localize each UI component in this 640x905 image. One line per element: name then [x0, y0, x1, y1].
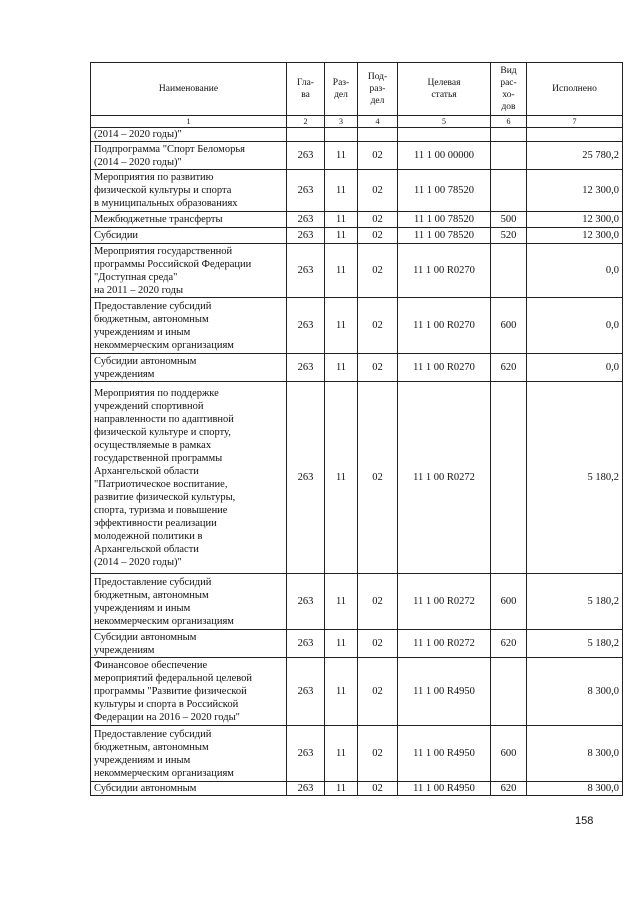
cell-amount: 5 180,2	[527, 630, 623, 658]
cell-vid: 620	[491, 354, 527, 382]
cell-statya: 11 1 00 78520	[398, 228, 491, 244]
cell-name: Субсидии автономным учреждениям	[91, 354, 287, 382]
cell-podrazdel: 02	[358, 382, 398, 574]
cell-name: Предоставление субсидий бюджетным, автономным учреждениям и иным некоммерческим организациям	[91, 726, 287, 782]
cell-vid: 620	[491, 782, 527, 796]
cell-glava: 263	[287, 354, 325, 382]
cell-glava: 263	[287, 726, 325, 782]
table-row	[91, 354, 623, 382]
cell-amount: 12 300,0	[527, 212, 623, 228]
cell-razdel: 11	[325, 726, 358, 782]
cell-name: Мероприятия государственной программы Российской Федерации "Доступная среда" на 2011 – 2020 годы	[91, 244, 287, 298]
column-number: 3	[325, 116, 358, 128]
cell-razdel: 11	[325, 382, 358, 574]
cell-glava: 263	[287, 782, 325, 796]
cell-razdel: 11	[325, 782, 358, 796]
header-row	[91, 63, 623, 116]
table-row	[91, 782, 623, 796]
table-row	[91, 658, 623, 726]
cell-name: Мероприятия по поддержке учреждений спортивной направленности по адаптивной физической культуре и спорту, осуществляемые в рамках государственной программы Архангельской области "Патриотическое воспитание, развитие физической культуры, спорта, туризма и повышение эффективности реализации молодежной политики в Архангельской области (2014 – 2020 годы)"	[91, 382, 287, 574]
table-row	[91, 726, 623, 782]
column-number: 5	[398, 116, 491, 128]
table-row	[91, 630, 623, 658]
cell-amount: 12 300,0	[527, 170, 623, 212]
cell-amount: 0,0	[527, 354, 623, 382]
cell-glava: 263	[287, 574, 325, 630]
header-statya: Целевая статья	[398, 63, 491, 116]
cell-glava: 263	[287, 170, 325, 212]
column-number: 7	[527, 116, 623, 128]
cell-amount: 8 300,0	[527, 658, 623, 726]
cell-vid: 600	[491, 574, 527, 630]
cell-statya: 11 1 00 R0272	[398, 574, 491, 630]
budget-table	[90, 62, 623, 796]
cell-statya: 11 1 00 R0270	[398, 298, 491, 354]
cell-glava: 263	[287, 298, 325, 354]
table-row	[91, 228, 623, 244]
table-row	[91, 574, 623, 630]
cell-statya: 11 1 00 R4950	[398, 658, 491, 726]
cell-razdel: 11	[325, 244, 358, 298]
cell-vid: 620	[491, 630, 527, 658]
cell-amount: 12 300,0	[527, 228, 623, 244]
cell-amount: 0,0	[527, 298, 623, 354]
cell-podrazdel: 02	[358, 658, 398, 726]
table-row	[91, 244, 623, 298]
cell-statya: 11 1 00 R0270	[398, 244, 491, 298]
table-body	[91, 128, 623, 796]
column-number: 2	[287, 116, 325, 128]
cell-vid: 520	[491, 228, 527, 244]
header-razdel: Раз- дел	[325, 63, 358, 116]
header-glava: Гла- ва	[287, 63, 325, 116]
table-row	[91, 298, 623, 354]
cell-vid: 600	[491, 726, 527, 782]
cell-podrazdel: 02	[358, 298, 398, 354]
cell-amount	[527, 128, 623, 142]
cell-amount: 25 780,2	[527, 142, 623, 170]
table-row	[91, 142, 623, 170]
cell-podrazdel: 02	[358, 244, 398, 298]
cell-podrazdel: 02	[358, 170, 398, 212]
cell-statya	[398, 128, 491, 142]
cell-glava: 263	[287, 212, 325, 228]
page-number: 158	[575, 815, 594, 827]
table-row	[91, 212, 623, 228]
column-number: 1	[91, 116, 287, 128]
cell-name: Мероприятия по развитию физической культуры и спорта в муниципальных образованиях	[91, 170, 287, 212]
cell-glava: 263	[287, 142, 325, 170]
cell-name: Предоставление субсидий бюджетным, автономным учреждениям и иным некоммерческим организациям	[91, 298, 287, 354]
column-number: 4	[358, 116, 398, 128]
cell-glava: 263	[287, 244, 325, 298]
cell-razdel: 11	[325, 574, 358, 630]
cell-podrazdel: 02	[358, 212, 398, 228]
cell-statya: 11 1 00 R0272	[398, 630, 491, 658]
cell-vid: 600	[491, 298, 527, 354]
cell-name: Субсидии автономным	[91, 782, 287, 796]
cell-amount: 5 180,2	[527, 382, 623, 574]
cell-glava: 263	[287, 658, 325, 726]
cell-amount: 5 180,2	[527, 574, 623, 630]
cell-vid	[491, 658, 527, 726]
cell-vid: 500	[491, 212, 527, 228]
cell-glava: 263	[287, 630, 325, 658]
column-number-row	[91, 116, 623, 128]
cell-razdel: 11	[325, 142, 358, 170]
cell-podrazdel: 02	[358, 726, 398, 782]
cell-name: Субсидии	[91, 228, 287, 244]
cell-podrazdel: 02	[358, 228, 398, 244]
header-vid: Вид рас- хо- дов	[491, 63, 527, 116]
cell-glava: 263	[287, 228, 325, 244]
cell-name: Финансовое обеспечение мероприятий федеральной целевой программы "Развитие физической культуры и спорта в Российской Федерации на 2016 – 2020 годы"	[91, 658, 287, 726]
cell-statya: 11 1 00 78520	[398, 170, 491, 212]
cell-amount: 0,0	[527, 244, 623, 298]
cell-vid	[491, 142, 527, 170]
cell-name: Межбюджетные трансферты	[91, 212, 287, 228]
cell-vid	[491, 382, 527, 574]
cell-razdel: 11	[325, 170, 358, 212]
cell-razdel: 11	[325, 212, 358, 228]
cell-razdel	[325, 128, 358, 142]
cell-podrazdel: 02	[358, 354, 398, 382]
cell-statya: 11 1 00 R4950	[398, 726, 491, 782]
cell-statya: 11 1 00 R0272	[398, 382, 491, 574]
cell-vid	[491, 170, 527, 212]
cell-amount: 8 300,0	[527, 726, 623, 782]
cell-razdel: 11	[325, 658, 358, 726]
cell-statya: 11 1 00 R0270	[398, 354, 491, 382]
cell-statya: 11 1 00 78520	[398, 212, 491, 228]
cell-statya: 11 1 00 00000	[398, 142, 491, 170]
cell-name: (2014 – 2020 годы)"	[91, 128, 287, 142]
cell-glava: 263	[287, 382, 325, 574]
header-name: Наименование	[91, 63, 287, 116]
cell-name: Подпрограмма "Спорт Беломорья (2014 – 2020 годы)"	[91, 142, 287, 170]
cell-vid	[491, 244, 527, 298]
column-number: 6	[491, 116, 527, 128]
table-row	[91, 170, 623, 212]
cell-glava	[287, 128, 325, 142]
cell-podrazdel: 02	[358, 782, 398, 796]
cell-razdel: 11	[325, 298, 358, 354]
cell-amount: 8 300,0	[527, 782, 623, 796]
table-row	[91, 128, 623, 142]
cell-podrazdel: 02	[358, 142, 398, 170]
header-podrazdel: Под- раз- дел	[358, 63, 398, 116]
cell-name: Субсидии автономным учреждениям	[91, 630, 287, 658]
cell-podrazdel: 02	[358, 630, 398, 658]
header-amount: Исполнено	[527, 63, 623, 116]
cell-razdel: 11	[325, 354, 358, 382]
cell-razdel: 11	[325, 630, 358, 658]
cell-podrazdel: 02	[358, 574, 398, 630]
cell-name: Предоставление субсидий бюджетным, автономным учреждениям и иным некоммерческим организациям	[91, 574, 287, 630]
table-row	[91, 382, 623, 574]
cell-podrazdel	[358, 128, 398, 142]
cell-vid	[491, 128, 527, 142]
cell-razdel: 11	[325, 228, 358, 244]
cell-statya: 11 1 00 R4950	[398, 782, 491, 796]
